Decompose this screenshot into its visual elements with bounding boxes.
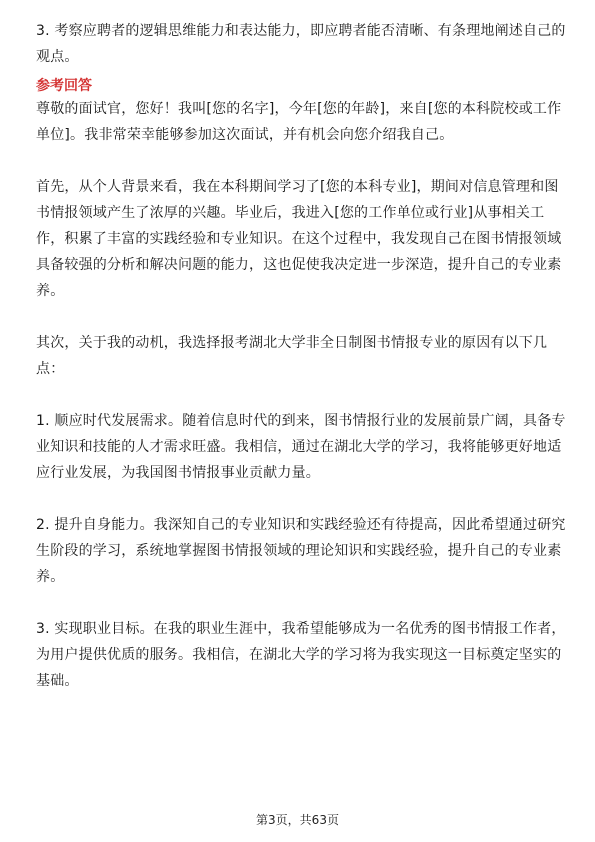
document-page	[36, 18, 566, 694]
list-item-1: 1. 顺应时代发展需求。随着信息时代的到来，图书情报行业的发展前景广阔，具备专业知识和技能的人才需求旺盛。我相信，通过在湖北大学的学习，我将能够更好地适应行业发展，为我国图书情报事业贡献力量。	[36, 413, 566, 481]
paragraph-gap	[36, 486, 566, 512]
page-footer: 第3页，共63页	[256, 813, 339, 827]
paragraph-background: 首先，从个人背景来看，我在本科期间学习了[您的本科专业]，期间对信息管理和图书情报领域产生了浓厚的兴趣。毕业后，我进入[您的工作单位或行业]从事相关工作，积累了丰富的实践经验和专业知识。在这个过程中，我发现自己在图书情报领域具备较强的分析和解决问题的能力，这也促使我决定进一步深造，提升自己的专业素养。	[36, 179, 562, 299]
answer-heading: 参考回答	[36, 78, 92, 94]
paragraph-motivation: 其次，关于我的动机，我选择报考湖北大学非全日制图书情报专业的原因有以下几点：	[36, 335, 548, 377]
paragraph-gap	[36, 148, 566, 174]
paragraph-gap	[36, 382, 566, 408]
paragraph-gap	[36, 304, 566, 330]
list-item-2: 2. 提升自身能力。我深知自己的专业知识和实践经验还有待提高，因此希望通过研究生阶段的学习，系统地掌握图书情报领域的理论知识和实践经验，提升自己的专业素养。	[36, 517, 566, 585]
paragraph-gap	[36, 590, 566, 616]
paragraph-intro: 尊敬的面试官，您好！我叫[您的名字]，今年[您的年龄]，来自[您的本科院校或工作单位]。我非常荣幸能够参加这次面试，并有机会向您介绍我自己。	[36, 101, 562, 143]
list-item-3: 3. 实现职业目标。在我的职业生涯中，我希望能够成为一名优秀的图书情报工作者，为用户提供优质的服务。我相信，在湖北大学的学习将为我实现这一目标奠定坚实的基础。	[36, 621, 566, 689]
question-item: 3. 考察应聘者的逻辑思维能力和表达能力，即应聘者能否清晰、有条理地阐述自己的观点。	[36, 23, 566, 65]
